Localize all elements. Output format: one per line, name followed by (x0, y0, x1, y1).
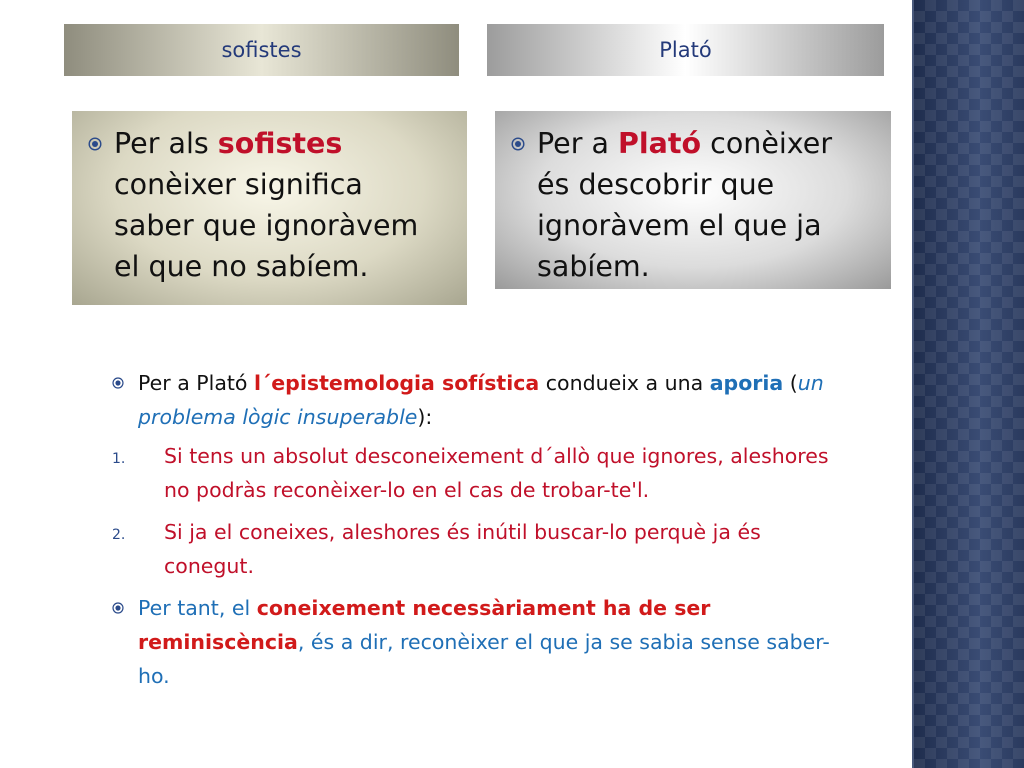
sofistes-box-text (114, 123, 447, 287)
box-left-highlight: sofistes (217, 127, 343, 160)
item1-aporia: aporia (709, 371, 784, 395)
header-sofistes-label: sofistes (221, 38, 302, 62)
numbered-item-text: Si ja el coneixes, aleshores és inútil buscar-lo perquè ja és conegut. (164, 520, 761, 578)
circle-dot-bullet-icon (112, 602, 124, 614)
box-right-post: conèixer és descobrir que ignoràvem el que ja sabíem. (537, 127, 833, 283)
box-left-pre: Per als (114, 127, 218, 160)
item1-mid: condueix a una (539, 371, 710, 395)
header-sofistes (64, 24, 459, 76)
numbered-item-text: Si tens un absolut desconeixement d´allò que ignores, aleshores no podràs reconèixer-lo en el cas de trobar-te'l. (164, 444, 829, 502)
circle-dot-bullet-icon (511, 137, 525, 151)
item1-italic: un problema lògic insuperable (138, 371, 824, 429)
numbered-item-number: 1. (112, 451, 126, 467)
item1-paren-open: ( (783, 371, 798, 395)
box-right-pre: Per a (537, 127, 619, 160)
decorative-side-band (912, 0, 1024, 768)
item1-highlight: l´epistemologia sofística (253, 371, 540, 395)
item1-paren-close: ): (417, 405, 433, 429)
header-plato-label: Plató (659, 38, 712, 62)
item1-pre: Per a Plató (138, 371, 254, 395)
item-last-post: , és a dir, reconèixer el que ja se sabia sense saber-ho. (138, 630, 830, 688)
list-item-text (138, 591, 832, 693)
box-left-post: conèixer significa saber que ignoràvem el que no sabíem. (114, 168, 419, 283)
numbered-item (112, 439, 832, 507)
plato-box (495, 111, 891, 289)
numbered-item-number: 2. (112, 527, 126, 543)
body-list (112, 366, 832, 693)
plato-box-text (537, 123, 871, 287)
box-right-highlight: Plató (618, 127, 702, 160)
circle-dot-bullet-icon (88, 137, 102, 151)
numbered-item (112, 515, 832, 583)
item-last-pre: Per tant, el (138, 596, 257, 620)
circle-dot-bullet-icon (112, 377, 124, 389)
sofistes-box (72, 111, 467, 305)
list-item (112, 591, 832, 693)
list-item (112, 366, 832, 434)
item-last-highlight: coneixement necessàriament ha de ser reminiscència (138, 596, 711, 654)
header-plato (487, 24, 884, 76)
list-item-text (138, 366, 832, 434)
